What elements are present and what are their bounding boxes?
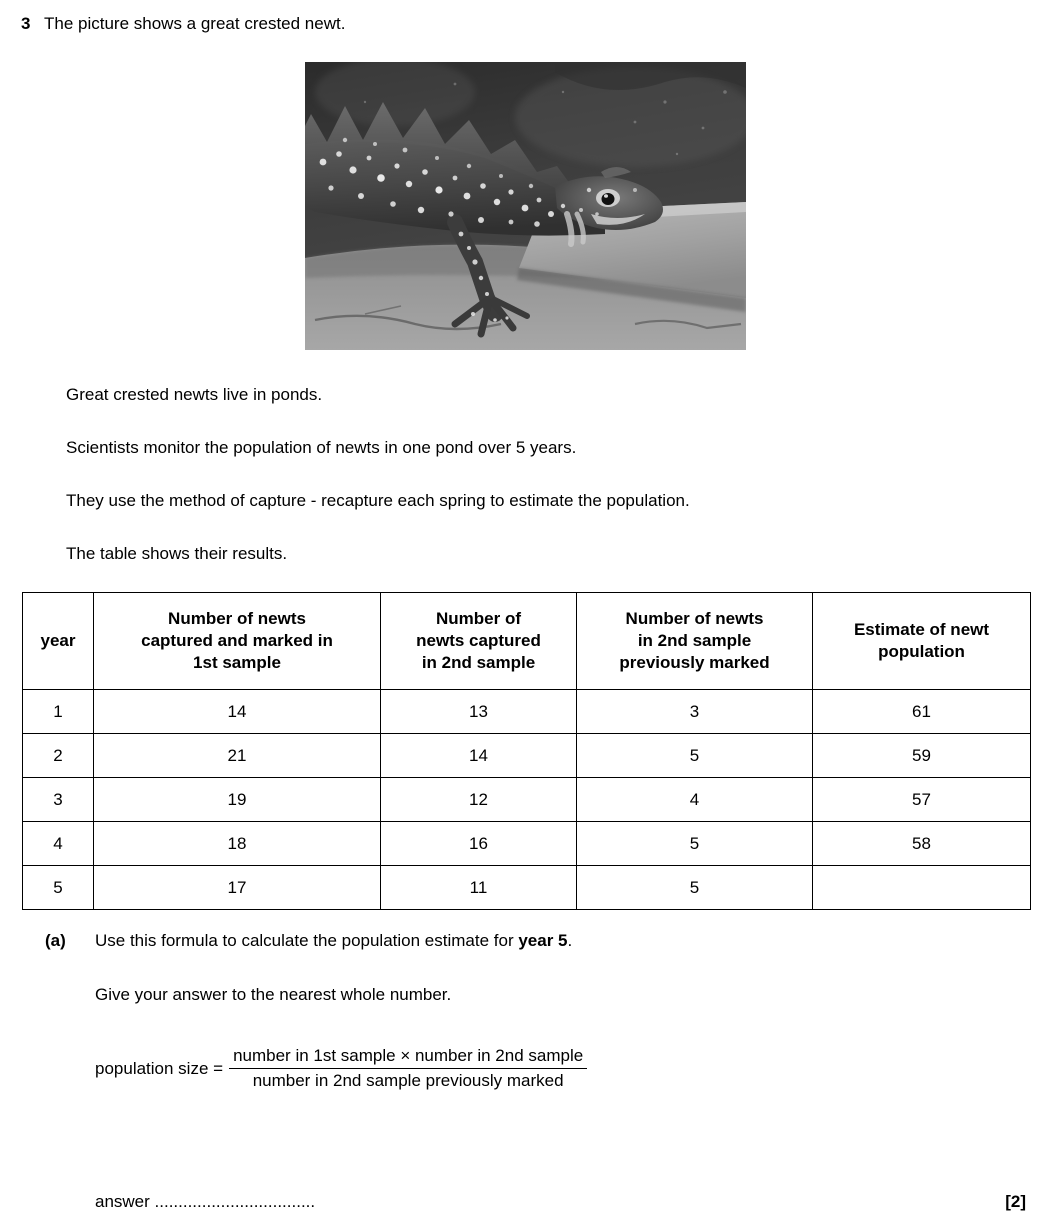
table-row bbox=[23, 690, 1031, 734]
part-a-label: (a) bbox=[45, 931, 66, 950]
cell-previously-marked: 5 bbox=[577, 822, 813, 866]
formula-denominator: number in 2nd sample previously marked bbox=[252, 1071, 564, 1090]
cell-year: 1 bbox=[23, 690, 94, 734]
cell-year: 4 bbox=[23, 822, 94, 866]
table-row bbox=[23, 822, 1031, 866]
formula-left-hand-side: population size = bbox=[95, 1058, 224, 1078]
marks-allocation: [2] bbox=[1005, 1192, 1026, 1211]
cell-second-sample: 13 bbox=[381, 690, 577, 734]
header-line: year bbox=[40, 630, 76, 650]
cell-estimate-blank[interactable] bbox=[813, 866, 1031, 910]
header-line: captured and marked in bbox=[141, 630, 333, 650]
header-line: Estimate of newt bbox=[853, 619, 990, 639]
cell-second-sample: 12 bbox=[381, 778, 577, 822]
table-row bbox=[23, 866, 1031, 910]
table-row bbox=[23, 734, 1031, 778]
header-line: in 2nd sample bbox=[421, 653, 536, 673]
cell-estimate: 59 bbox=[813, 734, 1031, 778]
cell-second-sample: 16 bbox=[381, 822, 577, 866]
cell-second-sample: 11 bbox=[381, 866, 577, 910]
answer-row bbox=[0, 1192, 1040, 1218]
body-line-2: Scientists monitor the population of newts in one pond over 5 years. bbox=[66, 438, 577, 457]
question-number: 3 bbox=[21, 14, 31, 33]
cell-previously-marked: 5 bbox=[577, 734, 813, 778]
great-crested-newt-image bbox=[305, 62, 746, 350]
part-a-instruction-before: Use this formula to calculate the population estimate for bbox=[95, 931, 519, 950]
cell-year: 3 bbox=[23, 778, 94, 822]
column-header-second-sample bbox=[381, 593, 577, 690]
part-a-instruction-emphasis: year 5 bbox=[518, 931, 568, 950]
cell-previously-marked: 5 bbox=[577, 866, 813, 910]
cell-previously-marked: 4 bbox=[577, 778, 813, 822]
part-a-instruction-after: . bbox=[567, 931, 573, 950]
cell-first-sample: 21 bbox=[94, 734, 381, 778]
cell-second-sample: 14 bbox=[381, 734, 577, 778]
results-table bbox=[22, 592, 1031, 910]
cell-first-sample: 18 bbox=[94, 822, 381, 866]
cell-year: 5 bbox=[23, 866, 94, 910]
header-line: in 2nd sample bbox=[637, 630, 752, 650]
formula-numerator: number in 1st sample × number in 2nd sample bbox=[229, 1046, 587, 1069]
population-size-formula bbox=[95, 1046, 587, 1091]
formula-fraction bbox=[229, 1046, 587, 1091]
header-line: Number of newts bbox=[625, 608, 764, 628]
table-row bbox=[23, 778, 1031, 822]
question-stem: The picture shows a great crested newt. bbox=[44, 14, 346, 33]
cell-year: 2 bbox=[23, 734, 94, 778]
body-line-1: Great crested newts live in ponds. bbox=[66, 385, 323, 404]
newt-photograph-figure bbox=[305, 62, 746, 350]
cell-previously-marked: 3 bbox=[577, 690, 813, 734]
cell-estimate: 61 bbox=[813, 690, 1031, 734]
question-header bbox=[0, 14, 1040, 34]
column-header-first-sample bbox=[94, 593, 381, 690]
cell-first-sample: 19 bbox=[94, 778, 381, 822]
header-line: Number of newts bbox=[168, 608, 306, 628]
header-line: Number of bbox=[436, 608, 521, 628]
column-header-year bbox=[23, 593, 94, 690]
header-line: 1st sample bbox=[193, 653, 281, 673]
answer-line[interactable]: answer .................................. bbox=[95, 1192, 316, 1211]
header-line: population bbox=[878, 642, 965, 661]
table-header-row bbox=[23, 593, 1031, 690]
column-header-previously-marked bbox=[577, 593, 813, 690]
header-line: previously marked bbox=[619, 653, 770, 673]
part-a-instruction bbox=[95, 931, 572, 951]
header-line: newts captured bbox=[416, 630, 541, 650]
cell-estimate: 58 bbox=[813, 822, 1031, 866]
cell-first-sample: 14 bbox=[94, 690, 381, 734]
cell-first-sample: 17 bbox=[94, 866, 381, 910]
cell-estimate: 57 bbox=[813, 778, 1031, 822]
body-line-4: The table shows their results. bbox=[66, 544, 288, 563]
column-header-estimate bbox=[813, 593, 1031, 690]
body-line-3: They use the method of capture - recapture each spring to estimate the population. bbox=[66, 491, 690, 510]
part-a-rounding-note: Give your answer to the nearest whole number. bbox=[95, 985, 452, 1004]
